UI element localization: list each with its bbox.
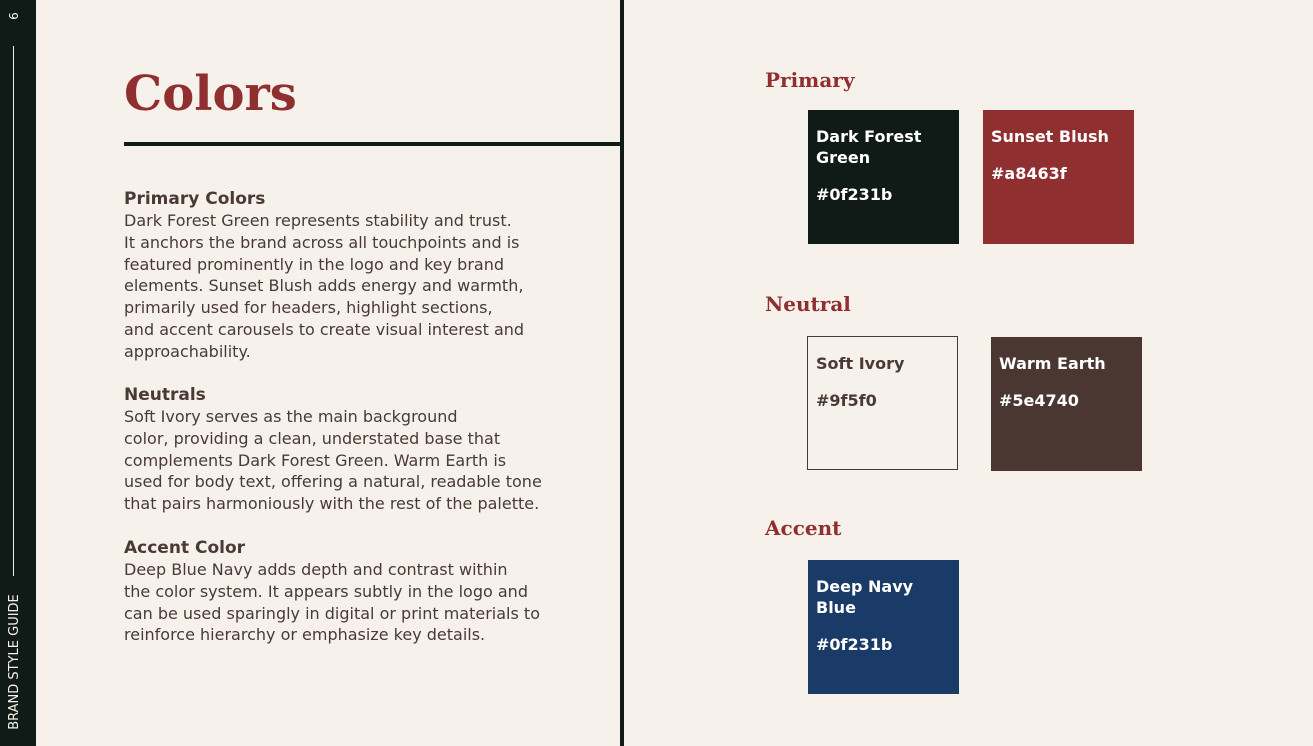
- sidebar: [0, 0, 36, 746]
- swatch-hex: #0f231b: [816, 185, 893, 204]
- swatch-name: Sunset Blush: [991, 127, 1109, 146]
- body-line: reinforce hierarchy or emphasize key details.: [124, 625, 486, 645]
- primary-group-label: Primary: [765, 68, 855, 92]
- body-line: complements Dark Forest Green. Warm Earth is: [124, 450, 507, 470]
- swatch-name: Soft Ivory: [816, 354, 905, 373]
- body-line: used for body text, offering a natural, readable tone: [124, 472, 542, 492]
- sidebar-rule: [13, 46, 14, 576]
- body-line: approachability.: [124, 341, 251, 361]
- page-number: 6: [7, 12, 21, 20]
- body-line: It anchors the brand across all touchpoints and is: [124, 232, 520, 252]
- primary-colors-section: [124, 188, 594, 363]
- column-divider: [620, 0, 624, 746]
- swatch-hex: #a8463f: [991, 164, 1067, 183]
- body-line: primarily used for headers, highlight sections,: [124, 298, 493, 318]
- body-line: color, providing a clean, understated base that: [124, 428, 501, 448]
- accent-group-label: Accent: [765, 516, 842, 540]
- accent-color-section: [124, 537, 594, 646]
- body-line: Deep Blue Navy adds depth and contrast within: [124, 560, 508, 579]
- swatch-name: Warm Earth: [999, 354, 1106, 373]
- body-line: the color system. It appears subtly in the logo and: [124, 581, 528, 601]
- body-line: that pairs harmoniously with the rest of the palette.: [124, 494, 540, 514]
- body-line: Soft Ivory serves as the main background: [124, 407, 458, 426]
- swatch-dark-forest-green: [808, 110, 959, 244]
- swatch-hex: #0f231b: [816, 635, 893, 654]
- section-heading: Primary Colors: [124, 189, 266, 209]
- body-line: can be used sparingly in digital or print materials to: [124, 603, 540, 623]
- swatch-hex: #9f5f0: [816, 391, 877, 410]
- swatch-name: Dark Forest Green: [816, 127, 922, 167]
- neutrals-section: [124, 384, 594, 515]
- swatch-hex: #5e4740: [999, 391, 1079, 410]
- swatch-soft-ivory: [807, 336, 958, 470]
- body-line: elements. Sunset Blush adds energy and warmth,: [124, 276, 524, 296]
- section-body: [124, 406, 594, 515]
- body-line: featured prominently in the logo and key brand: [124, 254, 505, 274]
- swatch-sunset-blush: [983, 110, 1134, 244]
- page-title: Colors: [124, 66, 297, 122]
- section-body: [124, 559, 594, 646]
- swatch-warm-earth: [991, 337, 1142, 471]
- swatch-deep-navy-blue: [808, 560, 959, 694]
- body-line: and accent carousels to create visual interest and: [124, 319, 525, 339]
- title-rule: [124, 142, 622, 146]
- swatch-name: Deep Navy Blue: [816, 577, 914, 617]
- guide-label: BRAND STYLE GUIDE: [7, 594, 22, 730]
- section-heading: Accent Color: [124, 538, 246, 558]
- section-heading: Neutrals: [124, 385, 206, 405]
- neutral-group-label: Neutral: [765, 292, 851, 316]
- body-line: Dark Forest Green represents stability and trust.: [124, 211, 512, 230]
- section-body: [124, 210, 594, 363]
